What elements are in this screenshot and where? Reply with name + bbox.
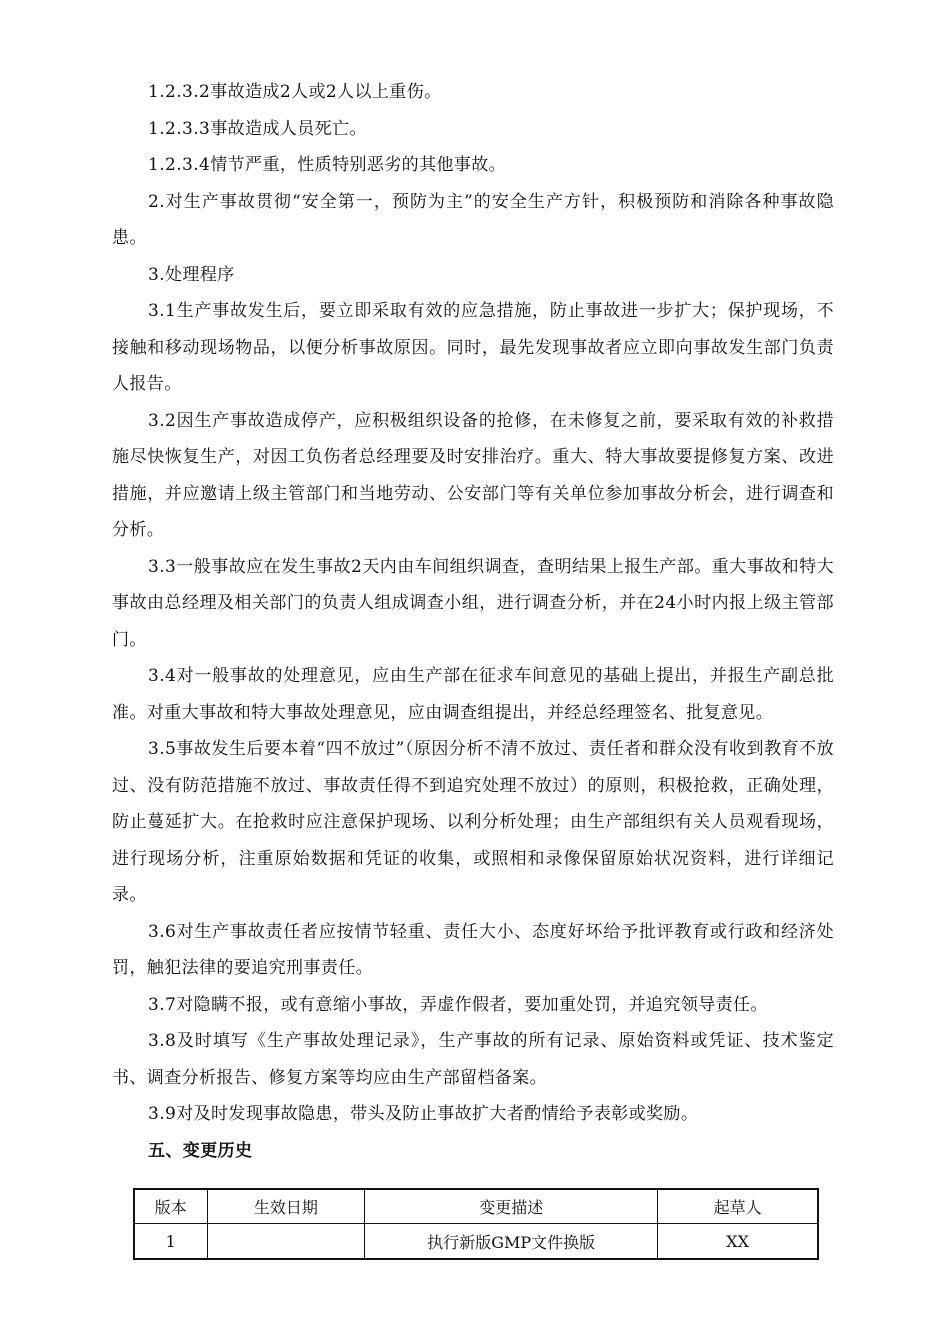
paragraph-2: 2.对生产事故贯彻“安全第一，预防为主”的安全生产方针，积极预防和消除各种事故隐患。: [112, 191, 834, 248]
paragraph-3-8: 3.8及时填写《生产事故处理记录》，生产事故的所有记录、原始资料或凭证、技术鉴定书、调查分析报告、修复方案等均应由生产部留档备案。: [112, 1031, 834, 1088]
paragraph-3-2: 3.2因生产事故造成停产，应积极组织设备的抢修，在未修复之前，要采取有效的补救措施尽快恢复生产，对因工负伤者总经理要及时安排治疗。重大、特大事故要提修复方案、改进措施，并应邀请上级主管部门和当地劳动、公安部门等有关单位参加事故分析会，进行调查和分析。: [112, 410, 834, 540]
paragraph-1-2-3-2: 1.2.3.2事故造成2人或2人以上重伤。: [148, 82, 442, 102]
change-history-table: [133, 1188, 819, 1260]
paragraph-3-6: 3.6对生产事故责任者应按情节轻重、责任大小、态度好坏给予批评教育或行政和经济处罚，触犯法律的要追究刑事责任。: [112, 921, 834, 978]
table-row: [134, 1224, 818, 1260]
paragraph-1-2-3-3: 1.2.3.3事故造成人员死亡。: [148, 118, 367, 139]
header-drafter: 起草人: [658, 1189, 818, 1224]
table-header-row: [134, 1189, 818, 1224]
paragraph-1-2-3-4: 1.2.3.4情节严重，性质特别恶劣的其他事故。: [148, 155, 507, 175]
header-version: 版本: [134, 1189, 207, 1224]
paragraph-3-heading: 3.处理程序: [148, 264, 235, 285]
section-title-change-history: 五、变更历史: [148, 1140, 253, 1161]
cell-effective-date: [207, 1224, 365, 1260]
cell-change-description: 执行新版GMP文件换版: [365, 1224, 658, 1260]
header-effective-date: 生效日期: [207, 1189, 365, 1224]
paragraph-3-7: 3.7对隐瞒不报，或有意缩小事故，弄虚作假者，要加重处罚，并追究领导责任。: [148, 994, 768, 1015]
paragraph-3-4: 3.4对一般事故的处理意见，应由生产部在征求车间意见的基础上提出，并报生产副总批准。对重大事故和特大事故处理意见，应由调查组提出，并经总经理签名、批复意见。: [112, 666, 834, 723]
cell-version: 1: [134, 1224, 207, 1260]
header-change-description: 变更描述: [365, 1189, 658, 1224]
document-body: [112, 74, 834, 1169]
paragraph-3-9: 3.9对及时发现事故隐患，带头及防止事故扩大者酌情给予表彰或奖励。: [148, 1104, 699, 1124]
paragraph-3-3: 3.3一般事故应在发生事故2天内由车间组织调查，查明结果上报生产部。重大事故和特大事故由总经理及相关部门的负责人组成调查小组，进行调查分析，并在24小时内报上级主管部门。: [112, 556, 834, 650]
cell-drafter: XX: [658, 1224, 818, 1260]
paragraph-3-1: 3.1生产事故发生后，要立即采取有效的应急措施，防止事故进一步扩大；保护现场，不接触和移动现场物品，以便分析事故原因。同时，最先发现事故者应立即向事故发生部门负责人报告。: [112, 301, 834, 394]
paragraph-3-5: 3.5事故发生后要本着“四不放过”（原因分析不清不放过、责任者和群众没有收到教育不放过、没有防范措施不放过、事故责任得不到追究处理不放过）的原则，积极抢救，正确处理，防止蔓延扩大。在抢救时应注意保护现场、以利分析处理；由生产部组织有关人员观看现场，进行现场分析，注重原始数据和凭证的收集，或照相和录像保留原始状况资料，进行详细记录。: [112, 739, 834, 905]
